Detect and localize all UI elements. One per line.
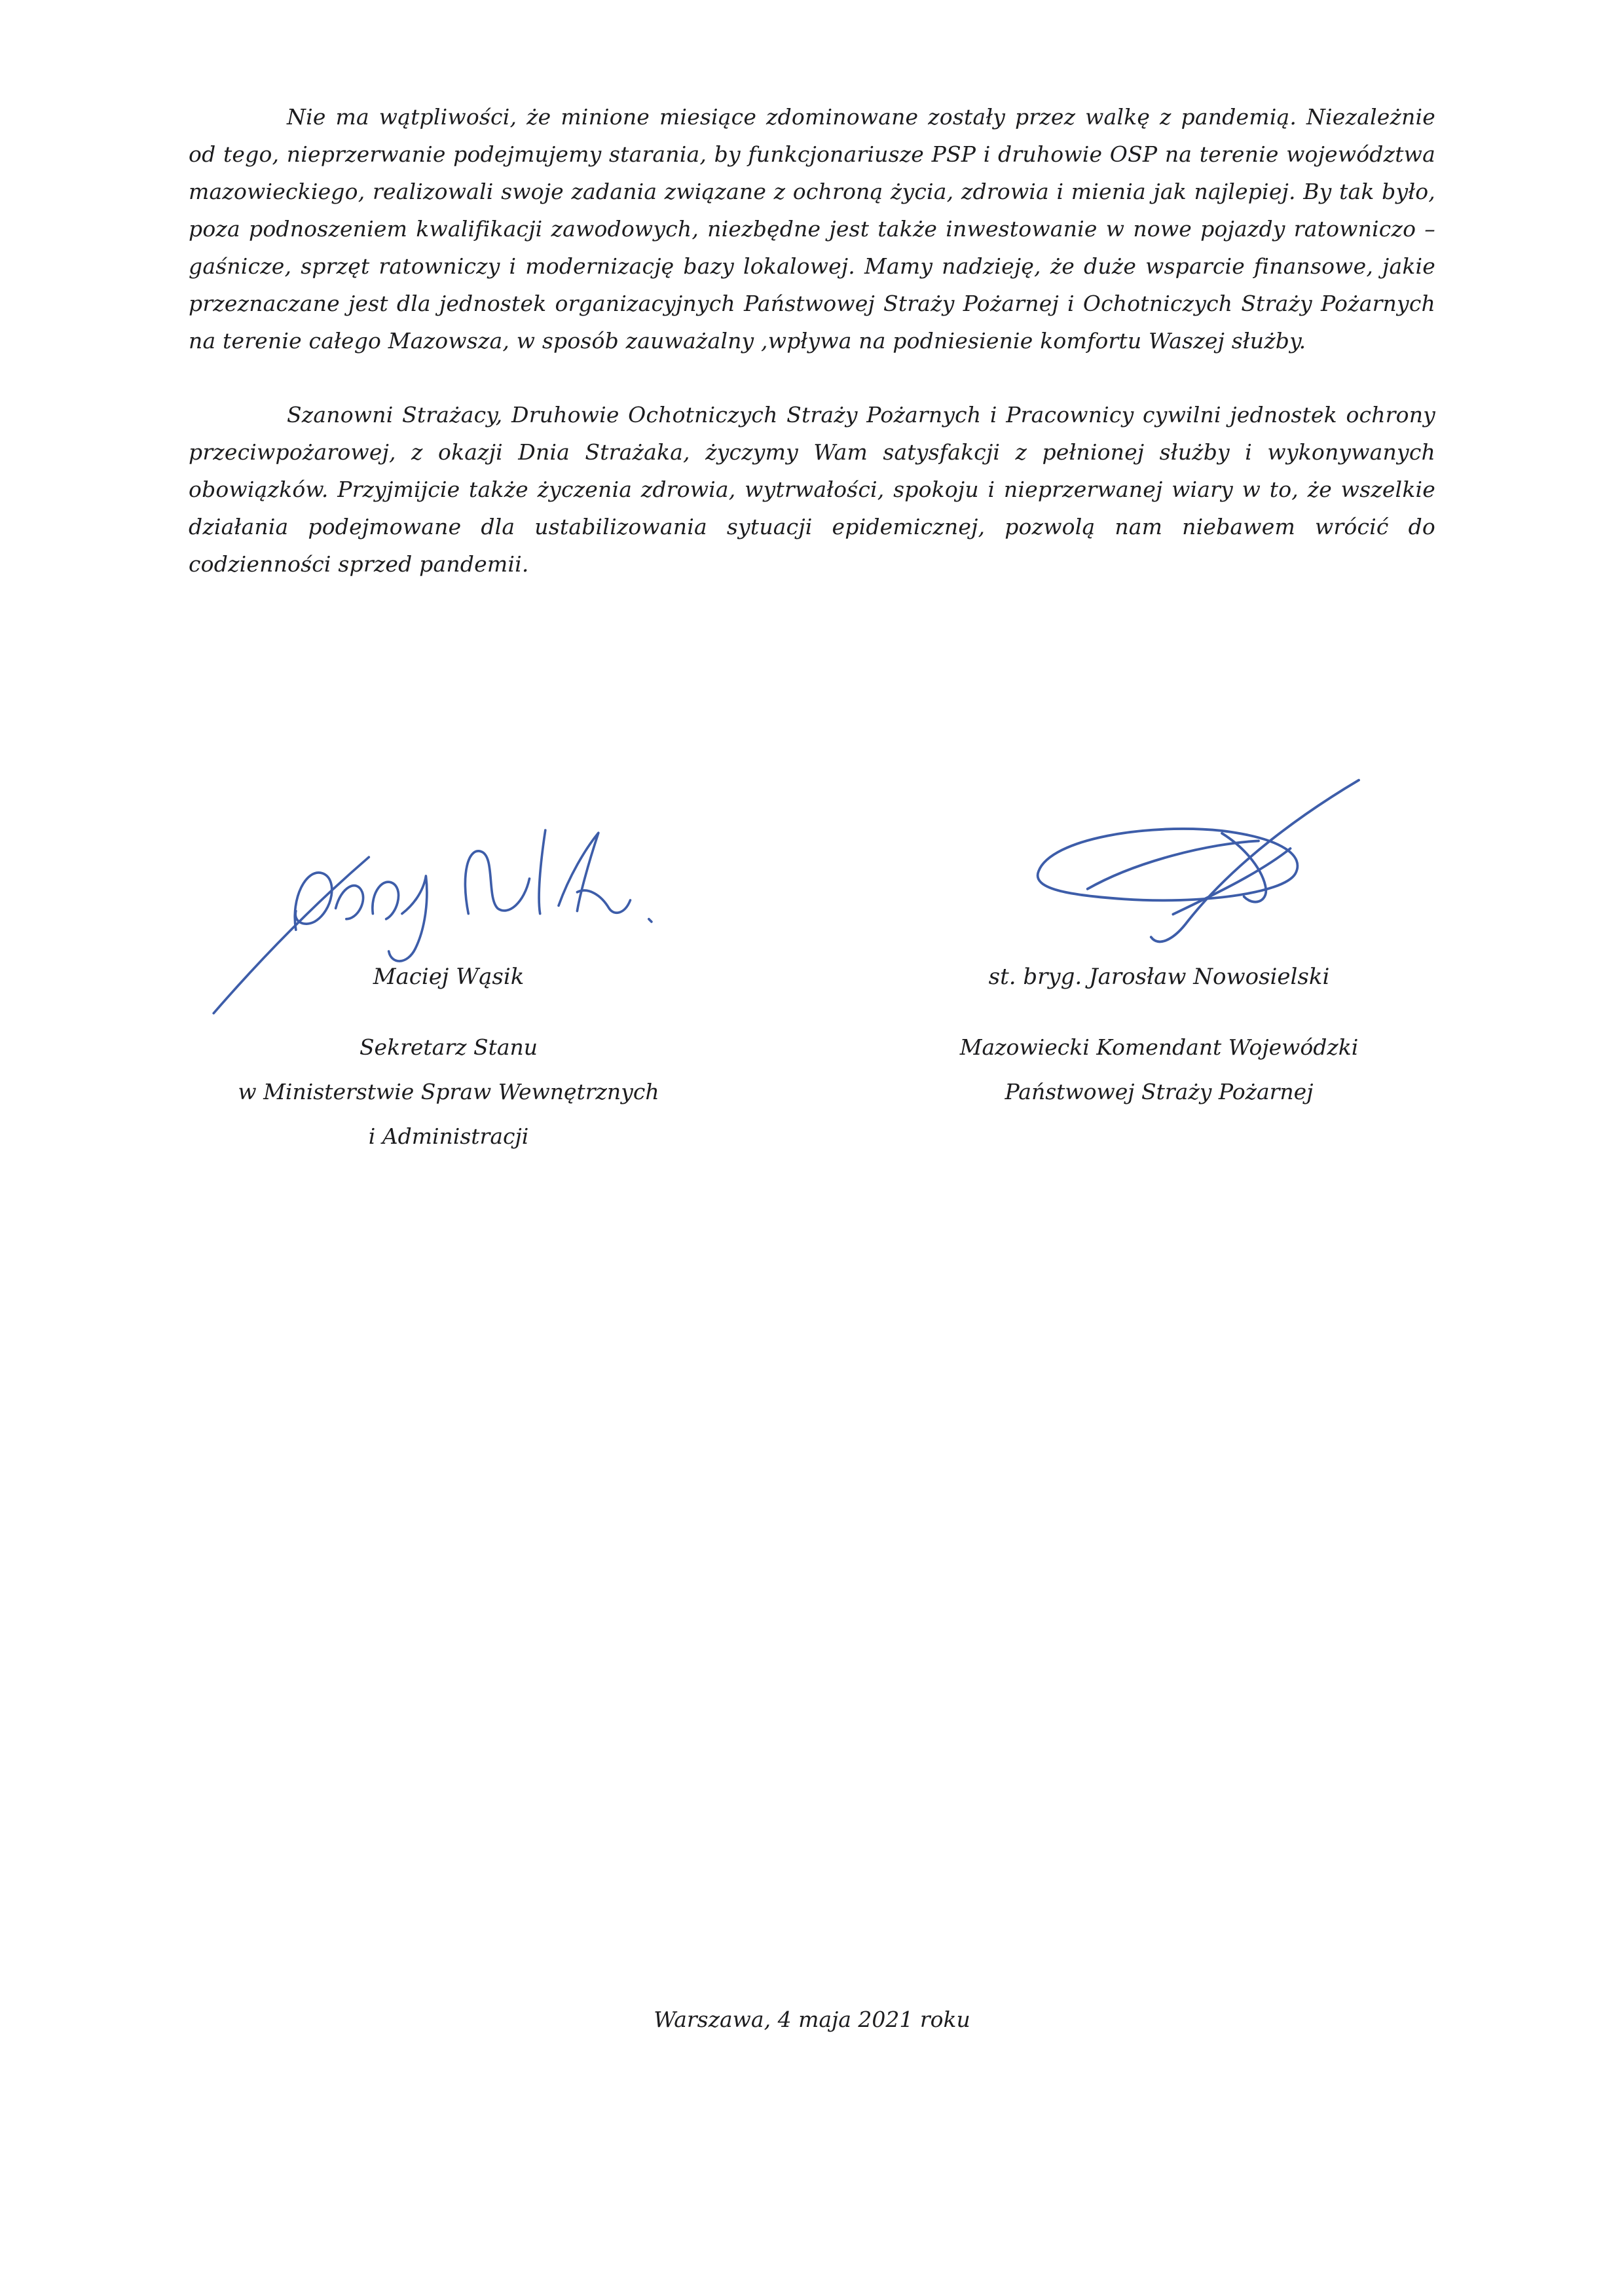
signatory-right-title-line: Mazowiecki Komendant Wojewódzki [959, 1034, 1359, 1060]
signatory-right-titles [930, 1025, 1388, 1114]
signature-right-ink [1002, 773, 1369, 962]
signatory-right-title-line: Państwowej Straży Pożarnej [1005, 1079, 1314, 1104]
signature-stroke [465, 830, 651, 922]
letter-body [189, 98, 1435, 583]
signatory-right-name: st. bryg. Jarosław Nowosielski [988, 964, 1330, 990]
signature-stroke [1088, 833, 1266, 902]
paragraph-1: Nie ma wątpliwości, że minione miesiące zdominowane zostały przez walkę z pandemią. Niezależnie od tego, nieprzerwanie podejmujemy starania, by funkcjonariusze PSP i druhowie OSP na terenie województwa mazowieckiego, realizowali swoje zadania związane z ochroną życia, zdrowia i mienia jak najlepiej. By tak było, poza podnoszeniem kwalifikacji zawodowych, niezbędne jest także inwestowanie w nowe pojazdy ratowniczo – gaśnicze, sprzęt ratowniczy i modernizację bazy lokalowej. Mamy nadzieję, że duże wsparcie finansowe, jakie przeznaczane jest dla jednostek organizacyjnych Państwowej Straży Pożarnej i Ochotniczych Straży Pożarnych na terenie całego Mazowsza, w sposób zauważalny ,wpływa na podniesienie komfortu Waszej służby. [189, 104, 1435, 354]
paragraph-2: Szanowni Strażacy, Druhowie Ochotniczych Straży Pożarnych i Pracownicy cywilni jednostek ochrony przeciwpożarowej, z okazji Dnia Strażaka, życzymy Wam satysfakcji z pełnionej służby i wykonywanych obowiązków. Przyjmijcie także życzenia zdrowia, wytrwałości, spokoju i nieprzerwanej wiary w to, że wszelkie działania podejmowane dla ustabilizowania sytuacji epidemicznej, pozwolą nam niebawem wrócić do codzienności sprzed pandemii. [189, 402, 1435, 577]
signatory-left-titles [196, 1025, 701, 1159]
signatory-left-title-line: w Ministerstwie Spraw Wewnętrznych [238, 1079, 659, 1104]
signature-stroke [1151, 780, 1359, 942]
signatory-right [930, 962, 1388, 1114]
date-line: Warszawa, 4 maja 2021 roku [654, 2007, 970, 2032]
signatory-left-title-line: i Administracji [368, 1123, 529, 1149]
signature-stroke [295, 873, 427, 961]
signatory-left-name: Maciej Wąsik [373, 964, 525, 990]
signature-stroke [1038, 829, 1298, 915]
signatory-left [196, 962, 701, 1159]
signatory-left-title-line: Sekretarz Stanu [359, 1034, 538, 1060]
